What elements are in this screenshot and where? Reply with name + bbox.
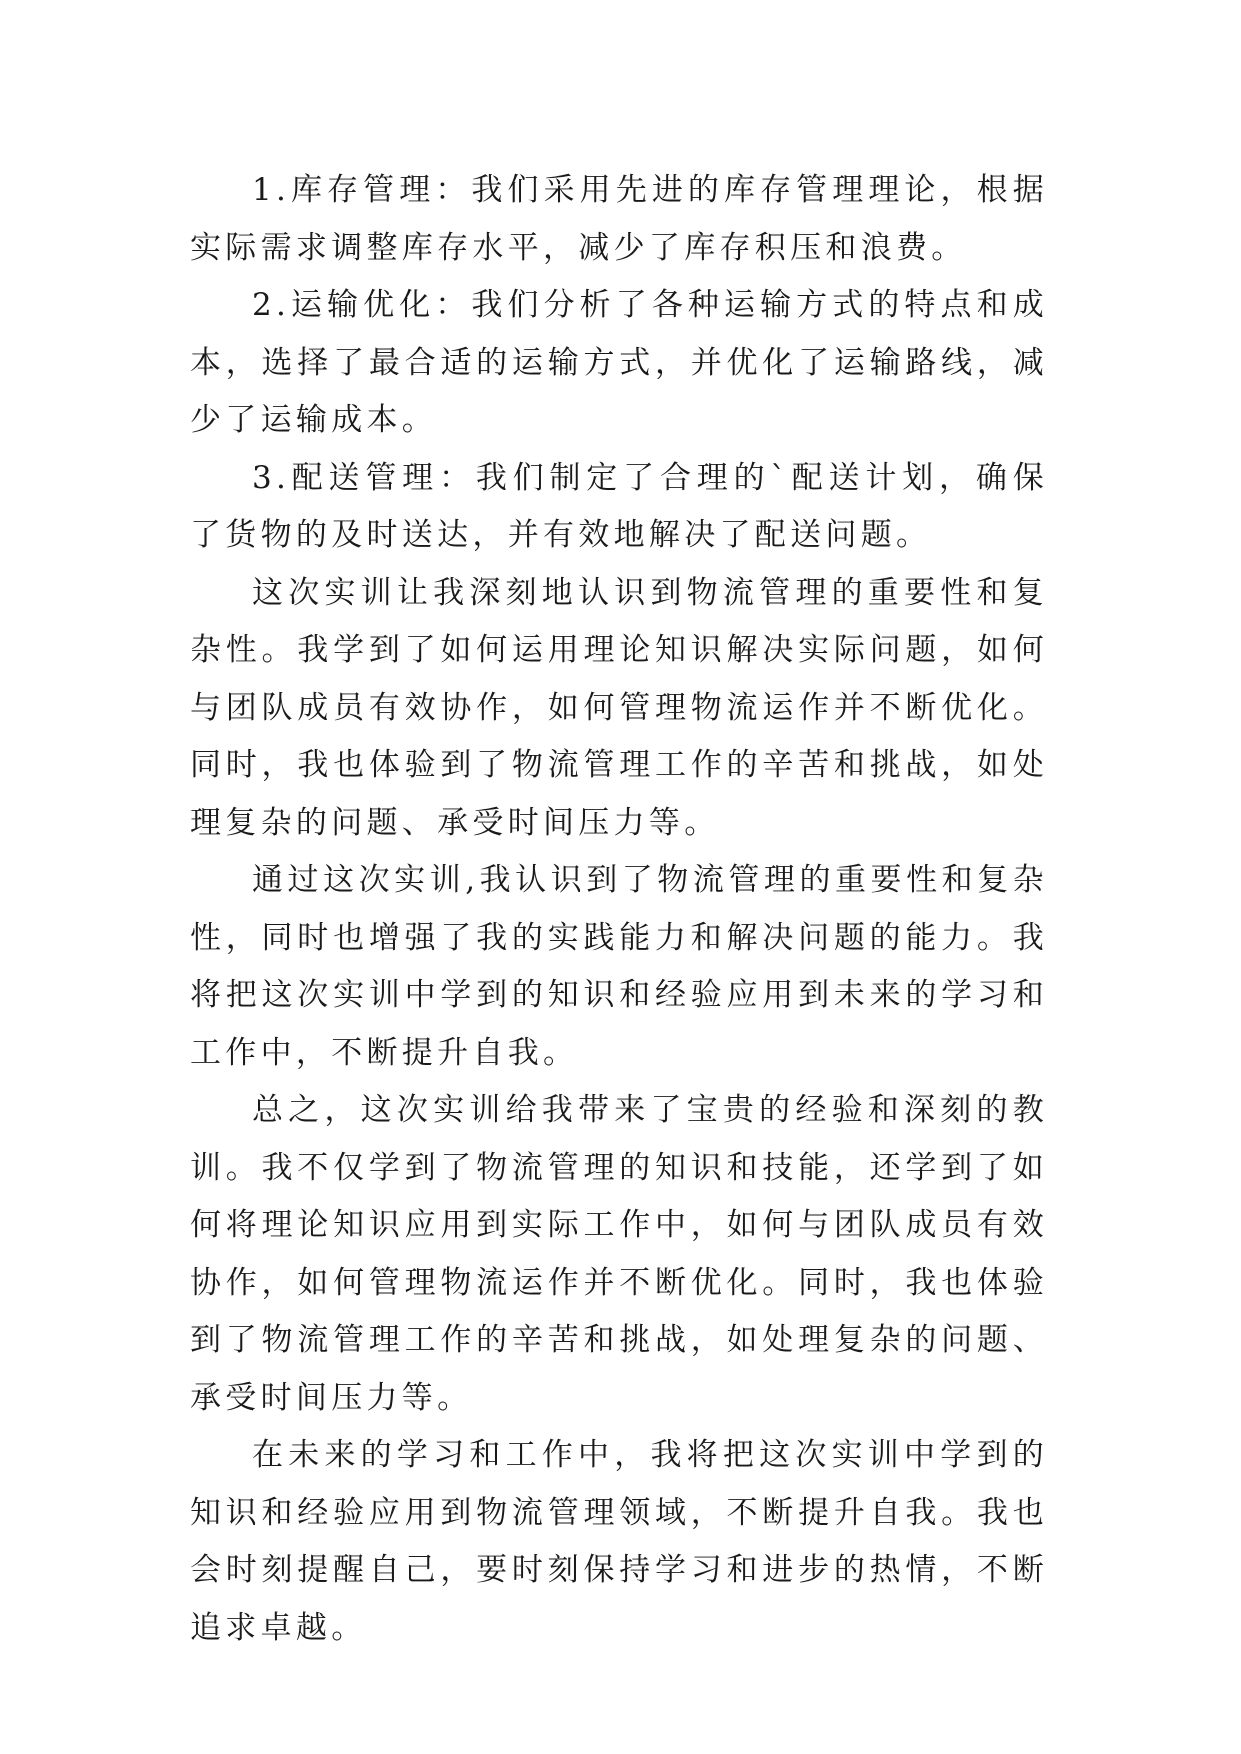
paragraph-inventory-management: 1.库存管理：我们采用先进的库存管理理论，根据实际需求调整库存水平，减少了库存积压和浪费。 bbox=[190, 172, 1048, 266]
paragraph-transport-optimization: 2.运输优化：我们分析了各种运输方式的特点和成本，选择了最合适的运输方式，并优化了运输路线，减少了运输成本。 bbox=[190, 287, 1048, 438]
paragraph-future-plans: 在未来的学习和工作中，我将把这次实训中学到的知识和经验应用到物流管理领域，不断提升自我。我也会时刻提醒自己，要时刻保持学习和进步的热情，不断追求卓越。 bbox=[190, 1437, 1048, 1646]
paragraph-training-gains: 通过这次实训,我认识到了物流管理的重要性和复杂性，同时也增强了我的实践能力和解决问题的能力。我将把这次实训中学到的知识和经验应用到未来的学习和工作中，不断提升自我。 bbox=[190, 862, 1048, 1071]
document-body bbox=[190, 162, 1048, 1657]
paragraph-summary: 总之，这次实训给我带来了宝贵的经验和深刻的教训。我不仅学到了物流管理的知识和技能，还学到了如何将理论知识应用到实际工作中，如何与团队成员有效协作，如何管理物流运作并不断优化。同时，我也体验到了物流管理工作的辛苦和挑战，如处理复杂的问题、承受时间压力等。 bbox=[190, 1092, 1048, 1416]
paragraph-training-reflection: 这次实训让我深刻地认识到物流管理的重要性和复杂性。我学到了如何运用理论知识解决实际问题，如何与团队成员有效协作，如何管理物流运作并不断优化。同时，我也体验到了物流管理工作的辛苦和挑战，如处理复杂的问题、承受时间压力等。 bbox=[190, 574, 1048, 841]
paragraph-delivery-management: 3.配送管理：我们制定了合理的`配送计划，确保了货物的及时送达，并有效地解决了配送问题。 bbox=[190, 459, 1048, 553]
